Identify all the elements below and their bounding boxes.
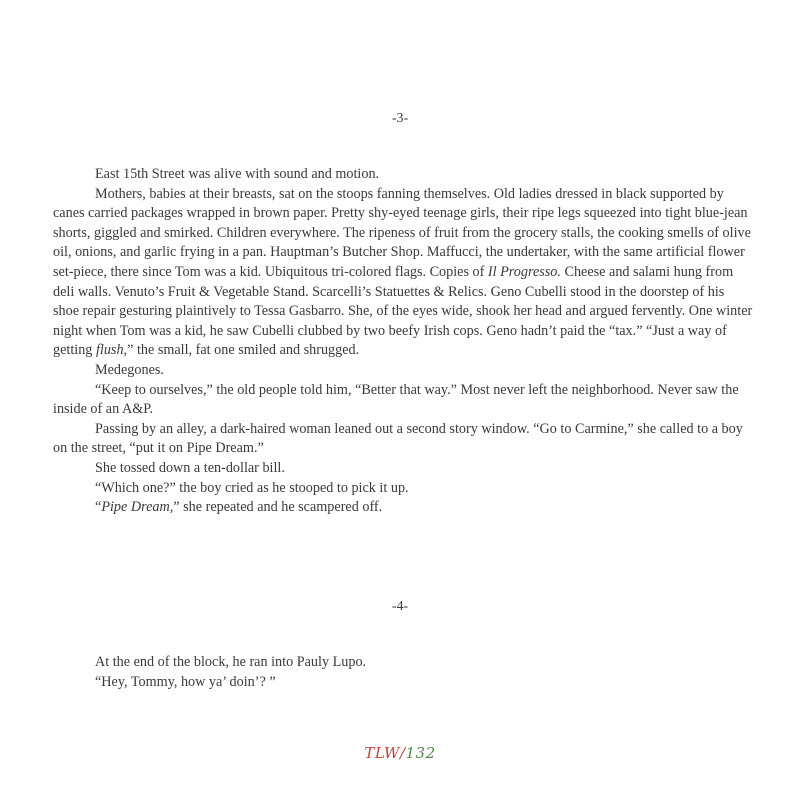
paragraph: “Hey, Tommy, how ya’ doin’? ” bbox=[95, 673, 276, 690]
text-run: Cheese and salami hung from deli walls. Venuto’s Fruit & Vegetable Stand. Scarcelli’s Statuettes & Relics. Geno Cubelli stood in the doorstep of his shoe repair gesturing plaintively to Tessa Gasbarro. She, of the eyes wide, shook her head and argued fervently. One winter night when Tom was a kid, he saw Cubelli clubbed by two beefy Irish cops. Geno hadn’t paid the “tax.” “Just a way of getting bbox=[53, 263, 753, 359]
paragraph: She tossed down a ten-dollar bill. bbox=[95, 459, 285, 476]
italic-text-pipe-dream: Pipe Dream bbox=[101, 499, 170, 516]
text-run: Mothers, babies at their breasts, sat on the stoops fanning themselves. Old ladies dressed in black supported by canes carried packages wrapped in brown paper. Pretty shy-eyed teenage girls, their ripe legs squeezed into tight blue-jean shorts, giggled and smirked. Children everywhere. The ripeness of fruit from the grocery stalls, the cooking smells of olive oil, onions, and garlic frying in a pan. Hauptman’s Butcher Shop. Maffucci, the undertaker, with the same artificial flower set-piece, there since Tom was a kid. Ubiquitous tri-colored flags. Copies of bbox=[53, 185, 751, 280]
section-4-text bbox=[53, 653, 753, 692]
paragraph: Medegones. bbox=[95, 361, 164, 378]
paragraph: At the end of the block, he ran into Pauly Lupo. bbox=[95, 654, 367, 670]
paragraph bbox=[53, 185, 753, 361]
footer-page-number: 132 bbox=[405, 744, 436, 762]
section-3-text bbox=[53, 165, 753, 518]
italic-text-il-progresso: Il Progresso. bbox=[487, 263, 561, 280]
page-footer bbox=[0, 744, 800, 762]
paragraph bbox=[53, 498, 753, 518]
paragraph: East 15th Street was alive with sound and motion. bbox=[95, 166, 380, 182]
italic-text-flush: flush bbox=[95, 342, 124, 359]
text-run: ,” the small, fat one smiled and shrugged. bbox=[123, 342, 360, 359]
footer-code: TLW/ bbox=[364, 744, 406, 762]
paragraph: Passing by an alley, a dark-haired woman leaned out a second story window. “Go to Carmine,” she called to a boy on the street, “put it on Pipe Dream.” bbox=[53, 420, 743, 457]
text-run: “ bbox=[95, 499, 102, 516]
section-marker-4: -4- bbox=[391, 599, 409, 614]
paragraph: “Keep to ourselves,” the old people told him, “Better that way.” Most never left the neighborhood. Never saw the inside of an A&P. bbox=[53, 381, 739, 418]
paragraph: “Which one?” the boy cried as he stooped to pick it up. bbox=[95, 479, 409, 496]
section-marker-3: -3- bbox=[391, 111, 409, 126]
text-run: ,” she repeated and he scampered off. bbox=[169, 499, 383, 516]
